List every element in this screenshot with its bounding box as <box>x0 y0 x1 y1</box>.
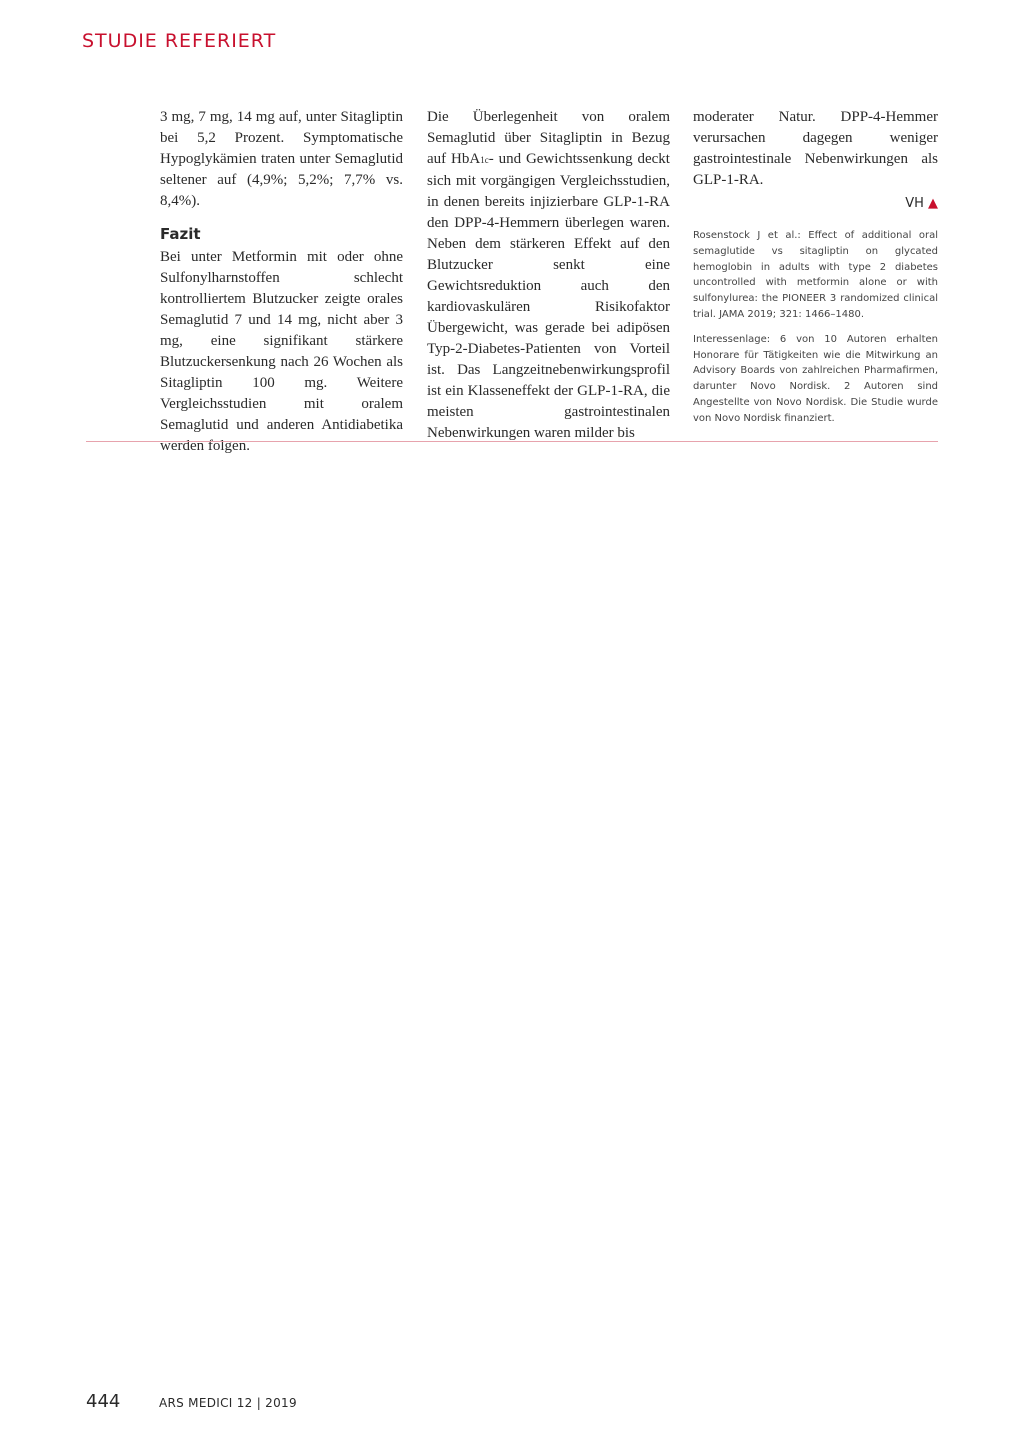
journal-info: ARS MEDICI 12 | 2019 <box>159 1396 297 1410</box>
triangle-icon: ▲ <box>928 196 938 211</box>
fazit-heading: Fazit <box>160 225 201 243</box>
text-run: Die Überlegenheit von oralem Semaglutid über Sitagliptin in Bezug auf HbA <box>427 109 670 167</box>
column-3 <box>693 107 938 427</box>
body-paragraph: 3 mg, 7 mg, 14 mg auf, unter Sitagliptin bei 5,2 Prozent. Symptomatische Hypoglykämien traten unter Semaglutid seltener auf (4,9%; 5,2%; 7,7% vs. 8,4%). <box>160 109 403 209</box>
text-run: - und Gewichtssenkung deckt sich mit vorgängigen Vergleichsstudien, in denen bereits injizierbare GLP-1-RA den DPP-4-Hemmern überlegen waren. Neben dem stärkeren Effekt auf den Blutzucker senkt eine Gewichtsreduktion auch den kardiovaskulären Risikofaktor Übergewicht, was gerade bei adipösen Typ-2-Diabetes-Patienten von Vorteil ist. Das Langzeitnebenwirkungsprofil ist ein Klasseneffekt der GLP-1-RA, die meisten gastrointestinalen Nebenwirkungen waren milder bis <box>427 151 670 441</box>
subscript: 1c <box>480 155 489 165</box>
author-tag <box>693 193 938 214</box>
body-paragraph <box>427 107 670 444</box>
conflict-of-interest: Interessenlage: 6 von 10 Autoren erhalten Honorare für Tätigkeiten wie die Mitwirkung an Advisory Boards von zahlreichen Pharmafirmen, darunter Novo Nordisk. 2 Autoren sind Angestellte von Novo Nordisk. Die Studie wurde von Novo Nordisk finanziert. <box>693 333 938 424</box>
body-paragraph: Bei unter Metformin mit oder ohne Sulfonylharnstoffen schlecht kontrolliertem Blutzucker zeigte orales Semaglutid 7 und 14 mg, nicht aber 3 mg, eine signifikant stärkere Blutzuckersenkung nach 26 Wochen als Sitagliptin 100 mg. Weitere Vergleichsstudien mit oralem Semaglutid und anderen Antidiabetika werden folgen. <box>160 249 403 454</box>
column-2 <box>427 107 670 444</box>
body-paragraph: moderater Natur. DPP-4-Hemmer verursachen dagegen weniger gastrointestinale Nebenwirkungen als GLP-1-RA. <box>693 109 938 188</box>
author-initials: VH <box>905 196 924 211</box>
section-title: STUDIE REFERIERT <box>82 30 277 52</box>
column-1 <box>160 107 403 457</box>
divider <box>86 441 938 442</box>
reference: Rosenstock J et al.: Effect of additional oral semaglutide vs sitagliptin on glycated hemoglobin in adults with type 2 diabetes uncontrolled with metformin alone or with sulfonylurea: the PIONEER 3 randomized clinical trial. JAMA 2019; 321: 1466–1480. <box>693 230 938 320</box>
page-number: 444 <box>86 1391 121 1412</box>
